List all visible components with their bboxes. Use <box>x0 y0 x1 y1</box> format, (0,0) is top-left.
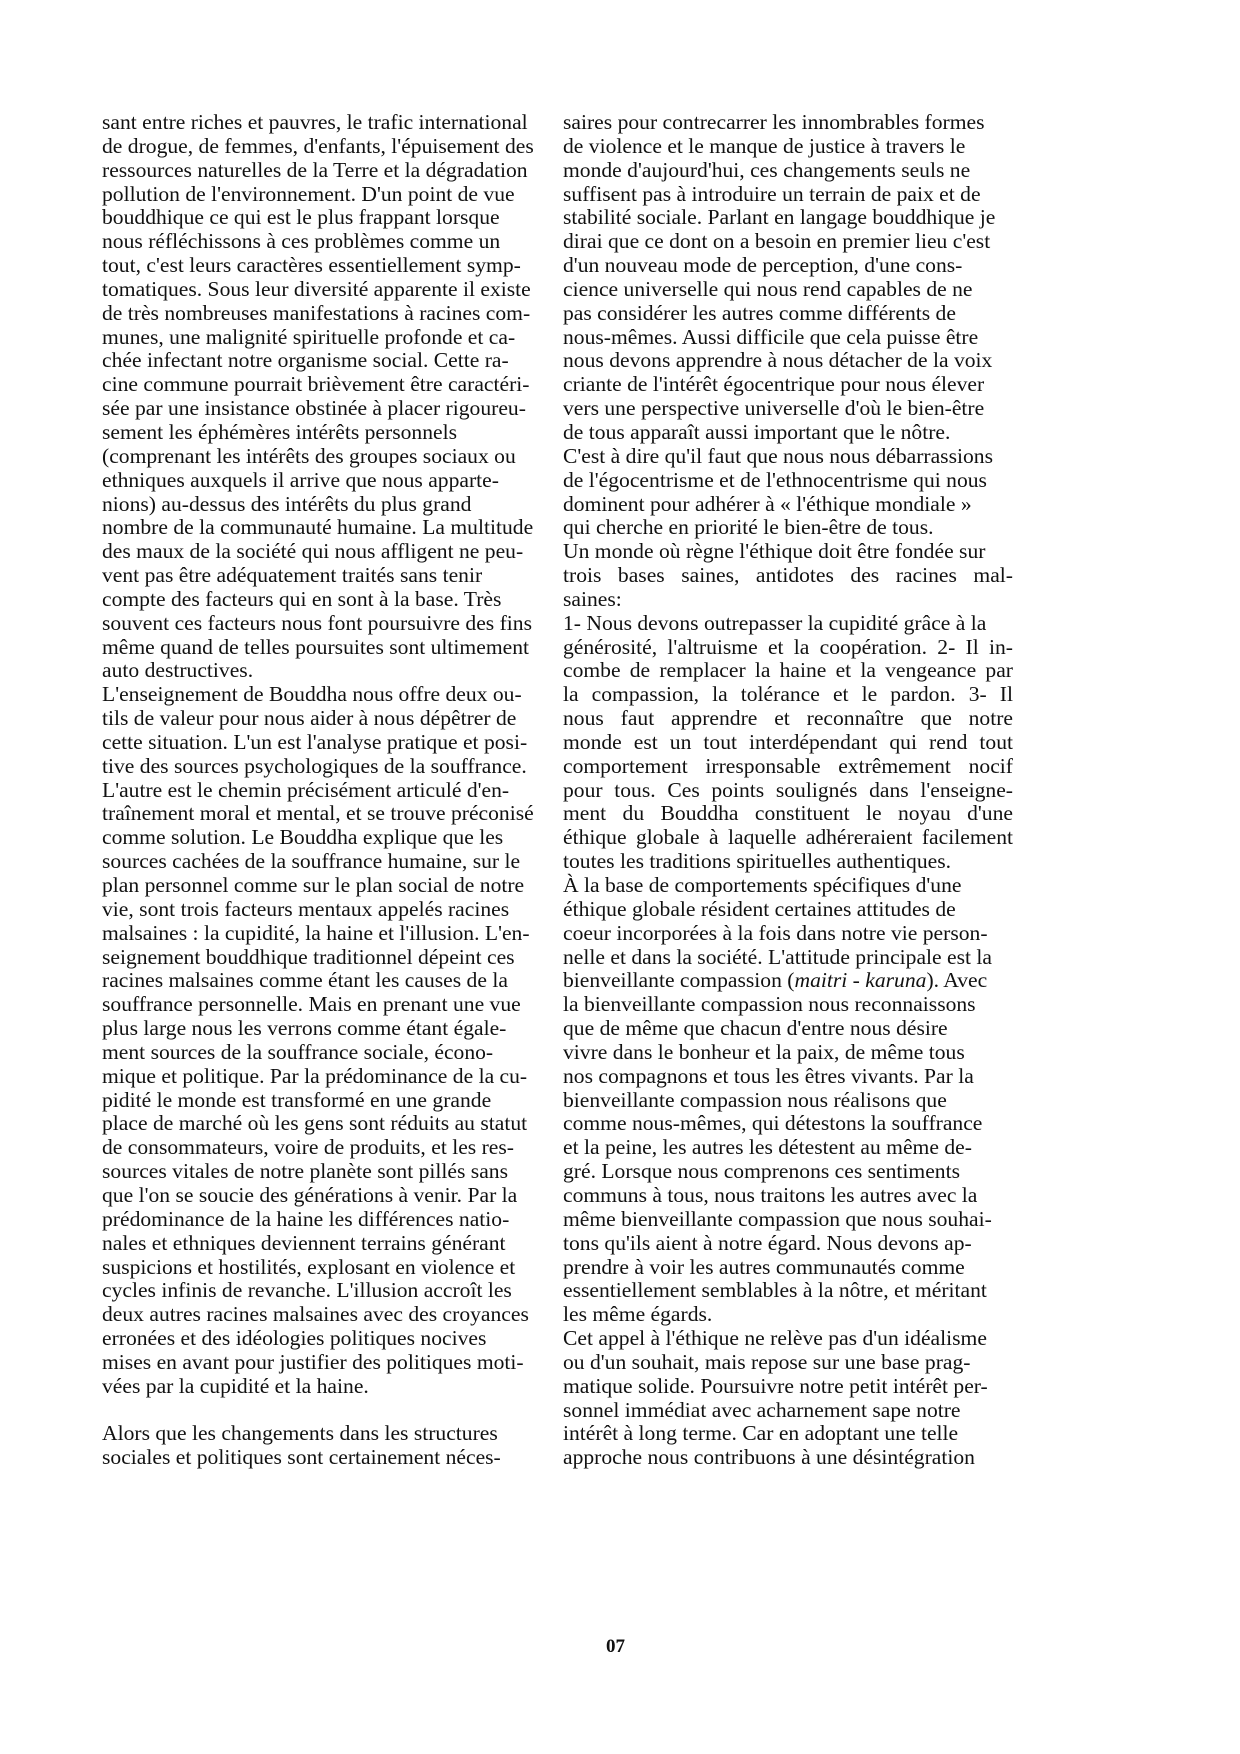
text-line: gré. Lorsque nous comprenons ces sentiments <box>563 1159 960 1184</box>
text-line: pidité le monde est transformé en une grande <box>102 1087 492 1112</box>
text-line: de violence et le manque de justice à travers le <box>563 133 966 158</box>
text-line: munes, une malignité spirituelle profonde et ca- <box>102 324 516 349</box>
text-line: de tous apparaît aussi important que le nôtre. <box>563 419 951 444</box>
text-line: monde est un tout interdépendant qui rend tout <box>563 730 1013 754</box>
text-line: traînement moral et mental, et se trouve préconisé <box>102 801 534 826</box>
text-line: sée par une insistance obstinée à placer rigoureu- <box>102 396 526 421</box>
text-line: C'est à dire qu'il faut que nous nous débarrassions <box>563 443 993 468</box>
text-line: compte des facteurs qui en sont à la base. Très <box>102 586 502 611</box>
text-line: sement les éphémères intérêts personnels <box>102 419 457 444</box>
text-line: communs à tous, nous traitons les autres avec la <box>563 1182 978 1207</box>
text-line: tive des sources psychologiques de la souffrance. <box>102 753 527 778</box>
text-line: de consommateurs, voire de produits, et les res- <box>102 1135 514 1160</box>
text-line: tomatiques. Sous leur diversité apparente il existe <box>102 276 531 301</box>
text-line: sant entre riches et pauvres, le trafic international <box>102 110 528 134</box>
left-text-column <box>102 111 552 1470</box>
text-line: pollution de l'environnement. D'un point de vue <box>102 181 515 206</box>
text-line: sonnel immédiat avec acharnement sape notre <box>563 1397 961 1422</box>
text-line: suspicions et hostilités, explosant en violence et <box>102 1254 516 1279</box>
text-line: deux autres racines malsaines avec des croyances <box>102 1302 529 1327</box>
text-line: les même égards. <box>563 1302 713 1327</box>
paragraph-gap <box>102 1399 552 1423</box>
text-line: toutes les traditions spirituelles authentiques. <box>563 849 952 874</box>
text-line: saines: <box>563 586 622 611</box>
text-line: nous faut apprendre et reconnaître que notre <box>563 707 1013 731</box>
text-line: racines malsaines comme étant les causes de la <box>102 968 508 993</box>
text-line: tons qu'ils aient à notre égard. Nous devons ap- <box>563 1230 972 1255</box>
italic-term: maitri - karuna <box>794 968 927 993</box>
text-line: nos compagnons et tous les êtres vivants. Par la <box>563 1063 974 1088</box>
text-line: vie, sont trois facteurs mentaux appelés racines <box>102 896 510 921</box>
text-line: auto destructives. <box>102 658 254 683</box>
text-line: vers une perspective universelle d'où le bien-être <box>563 396 985 421</box>
text-line: comportement irresponsable extrêmement nocif <box>563 754 1013 778</box>
text-line: coeur incorporées à la fois dans notre vie person- <box>563 920 988 945</box>
text-line: cette situation. L'un est l'analyse pratique et posi- <box>102 729 528 754</box>
text-line: trois bases saines, antidotes des racines mal- <box>563 564 1013 588</box>
text-line: qui cherche en priorité le bien-être de tous. <box>563 515 934 540</box>
text-line: plan personnel comme sur le plan social de notre <box>102 873 525 897</box>
text-line: seignement bouddhique traditionnel dépeint ces <box>102 944 515 969</box>
text-line: vent pas être adéquatement traités sans tenir <box>102 563 483 588</box>
text-line: vées par la cupidité et la haine. <box>102 1373 369 1398</box>
text-line: prédominance de la haine les différences natio- <box>102 1206 510 1231</box>
text-line: sources cachées de la souffrance humaine, sur le <box>102 849 521 874</box>
text-line: malsaines : la cupidité, la haine et l'illusion. L'en- <box>102 920 530 945</box>
text-line: ment sources de la souffrance sociale, écono- <box>102 1039 494 1064</box>
text-line: que de même que chacun d'entre nous désire <box>563 1016 948 1041</box>
text-line: bienveillante compassion nous réalisons que <box>563 1087 947 1112</box>
text-line: Alors que les changements dans les structures <box>102 1421 498 1446</box>
text-line: 1- Nous devons outrepasser la cupidité grâce à la <box>563 610 987 635</box>
text-line: criante de l'intérêt égocentrique pour nous élever <box>563 372 985 397</box>
text-line: des maux de la société qui nous affligent ne peu- <box>102 539 524 564</box>
text-line: et la peine, les autres les détestent au même de- <box>563 1135 972 1160</box>
text-line: nales et ethniques deviennent terrains générant <box>102 1230 506 1255</box>
text-line: éthique globale résident certaines attitudes de <box>563 896 956 921</box>
text-line: nous devons apprendre à nous détacher de la voix <box>563 348 993 373</box>
text-line: que l'on se soucie des générations à venir. Par la <box>102 1182 518 1207</box>
text-line: monde d'aujourd'hui, ces changements seuls ne <box>563 157 971 182</box>
text-line: mises en avant pour justifier des politiques moti- <box>102 1349 524 1374</box>
text-line: suffisent pas à introduire un terrain de paix et de <box>563 181 981 206</box>
text-line: la compassion, la tolérance et le pardon. 3- Il <box>563 683 1013 707</box>
text-line: prendre à voir les autres communautés comme <box>563 1254 965 1279</box>
text-line: cine commune pourrait brièvement être caractéri- <box>102 372 530 397</box>
text-line: de très nombreuses manifestations à racines com- <box>102 300 531 325</box>
text-line: erronées et des idéologies politiques nocives <box>102 1326 487 1351</box>
text-line: comme nous-mêmes, qui détestons la souffrance <box>563 1111 983 1136</box>
text-line: tils de valeur pour nous aider à nous dépêtrer de <box>102 706 517 731</box>
text-line: nombre de la communauté humaine. La multitude <box>102 515 534 540</box>
text-line: intérêt à long terme. Car en adoptant une telle <box>563 1421 959 1446</box>
text-line: plus large nous les verrons comme étant égale- <box>102 1016 507 1041</box>
text-line: combe de remplacer la haine et la vengeance par <box>563 659 1013 683</box>
text-line: pas considérer les autres comme différents de <box>563 300 956 325</box>
text-line: vivre dans le bonheur et la paix, de même tous <box>563 1039 965 1064</box>
text-line: matique solide. Poursuivre notre petit intérêt per- <box>563 1373 988 1398</box>
text-line: (comprenant les intérêts des groupes sociaux ou <box>102 443 516 468</box>
text-line: sources vitales de notre planète sont pillés sans <box>102 1159 508 1184</box>
text-line: même bienveillante compassion que nous souhai- <box>563 1206 992 1231</box>
text-line: approche nous contribuons à une désintégration <box>563 1445 975 1470</box>
text-line: sociales et politiques sont certainement néces- <box>102 1445 501 1470</box>
text-line: stabilité sociale. Parlant en langage bouddhique je <box>563 205 996 230</box>
text-line: L'enseignement de Bouddha nous offre deux ou- <box>102 682 522 707</box>
text-line: place de marché où les gens sont réduits au statut <box>102 1111 528 1136</box>
text-line: dominent pour adhérer à « l'éthique mondiale » <box>563 491 972 516</box>
text-line: de l'égocentrisme et de l'ethnocentrisme qui nous <box>563 467 987 492</box>
text-line: souvent ces facteurs nous font poursuivre des fins <box>102 610 532 635</box>
text-line: ethniques auxquels il arrive que nous apparte- <box>102 467 499 492</box>
text-line: nions) au-dessus des intérêts du plus grand <box>102 491 472 516</box>
text-line: nous réfléchissons à ces problèmes comme un <box>102 229 501 254</box>
text-line: tout, c'est leurs caractères essentiellement symp- <box>102 253 521 278</box>
right-text-column <box>563 111 1013 1470</box>
text-line: bouddhique ce qui est le plus frappant lorsque <box>102 205 500 230</box>
text-line: dirai que ce dont on a besoin en premier lieu c'est <box>563 229 991 254</box>
text-line: ressources naturelles de la Terre et la dégradation <box>102 157 528 182</box>
text-line: essentiellement semblables à la nôtre, et méritant <box>563 1278 987 1303</box>
page-number: 07 <box>606 1636 625 1657</box>
text-line: Cet appel à l'éthique ne relève pas d'un idéalisme <box>563 1326 987 1351</box>
text-line: générosité, l'altruisme et la coopération. 2- Il in- <box>563 635 1013 659</box>
text-line: saires pour contrecarrer les innombrables formes <box>563 110 985 134</box>
text-line: ou d'un souhait, mais repose sur une base prag- <box>563 1349 971 1374</box>
text-line: À la base de comportements spécifiques d'une <box>563 873 962 897</box>
text-line: cience universelle qui nous rend capables de ne <box>563 276 973 301</box>
text-line: Un monde où règne l'éthique doit être fondée sur <box>563 539 986 564</box>
text-line: comme solution. Le Bouddha explique que les <box>102 825 504 850</box>
text-line: chée infectant notre organisme social. Cette ra- <box>102 348 509 373</box>
text-line: mique et politique. Par la prédominance de la cu- <box>102 1063 528 1088</box>
text-line: nous-mêmes. Aussi difficile que cela puisse être <box>563 324 979 349</box>
text-line: la bienveillante compassion nous reconnaissons <box>563 992 976 1017</box>
text-line: d'un nouveau mode de perception, d'une cons- <box>563 253 963 278</box>
text-line: nelle et dans la société. L'attitude principale est la <box>563 944 992 969</box>
text-line: souffrance personnelle. Mais en prenant une vue <box>102 992 521 1017</box>
text-line: éthique globale à laquelle adhéreraient facilement <box>563 826 1013 850</box>
text-line: de drogue, de femmes, d'enfants, l'épuisement des <box>102 133 534 158</box>
text-line: bienveillante compassion (maitri - karuna). Avec <box>563 968 988 993</box>
text-line: ment du Bouddha constituent le noyau d'une <box>563 802 1013 826</box>
text-line: pour tous. Ces points soulignés dans l'enseigne- <box>563 778 1013 802</box>
text-line: L'autre est le chemin précisément articulé d'en- <box>102 777 510 802</box>
text-line: cycles infinis de revanche. L'illusion accroît les <box>102 1278 512 1303</box>
text-line: même quand de telles poursuites sont ultimement <box>102 634 529 659</box>
